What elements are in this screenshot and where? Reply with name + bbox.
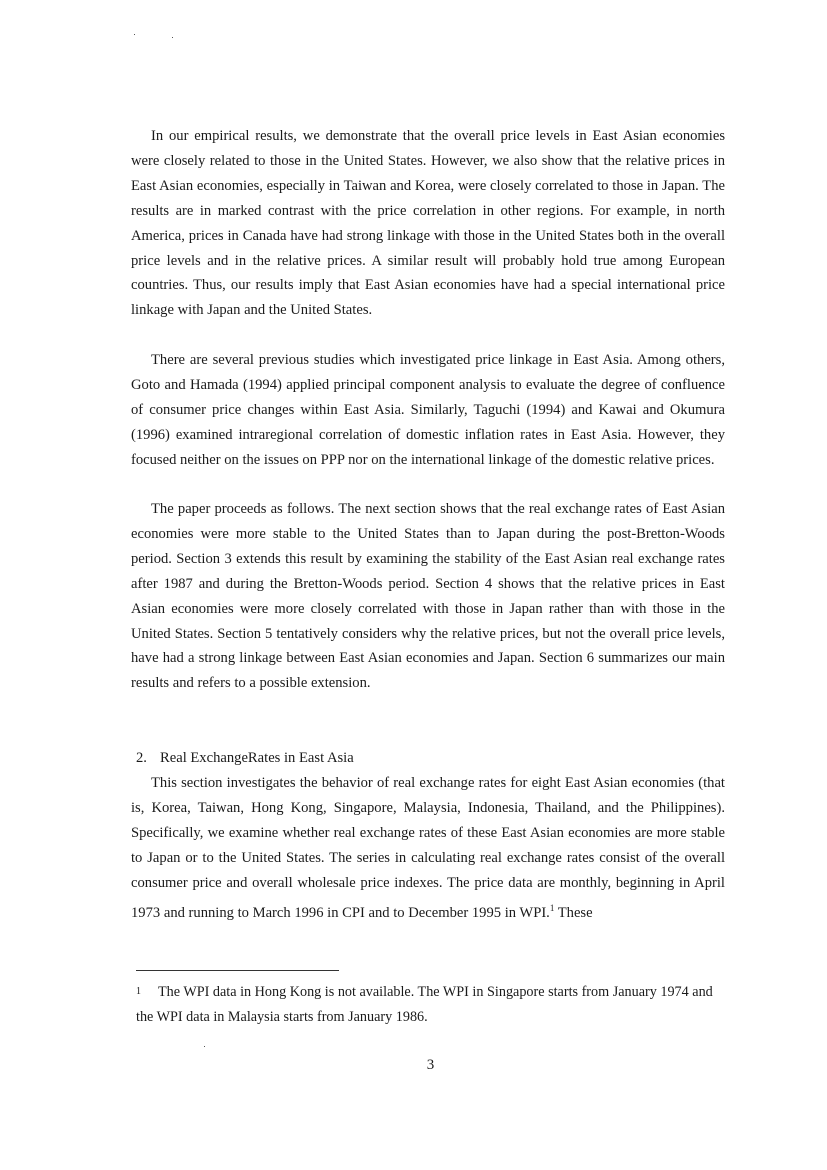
body-paragraph-section2	[131, 771, 725, 925]
footnote-mark: 1	[136, 986, 141, 997]
body-paragraph-outline: The paper proceeds as follows. The next section shows that the real exchange rates of East Asian economies were more stable to the United States than to Japan during the post-Bretton-Woods period. Section 3 extends this result by examining the stability of the East Asian real exchange rates after 1987 and during the Bretton-Woods period. Section 4 shows that the relative prices in East Asian economies were more closely correlated with those in Japan rather than with those in the United States. Section 5 tentatively considers why the relative prices, but not the overall price levels, have had a strong linkage between East Asian economies and Japan. Section 6 summarizes our main results and refers to a possible extension.	[131, 501, 725, 692]
section-title: Real ExchangeRates in East Asia	[160, 750, 354, 766]
footnote-text: The WPI data in Hong Kong is not available. The WPI in Singapore starts from January 1974 and the WPI data in Malaysia starts from January 1986.	[136, 984, 713, 1025]
footnote-divider	[136, 970, 339, 971]
footnote	[136, 980, 726, 1029]
scan-speck	[134, 34, 135, 35]
section2-text-tail: These	[554, 904, 593, 921]
footnote-reference: 1	[549, 902, 555, 913]
scan-speck	[204, 1046, 205, 1047]
body-paragraph-previous-studies: There are several previous studies which investigated price linkage in East Asia. Among others, Goto and Hamada (1994) applied principal component analysis to evaluate the degree of confluence of consumer price changes within East Asia. Similarly, Taguchi (1994) and Kawai and Okumura (1996) examined intraregional correlation of domestic inflation rates in East Asia. However, they focused neither on the issues on PPP nor on the international linkage of the domestic relative prices.	[131, 352, 725, 468]
page-number: 3	[426, 1057, 435, 1073]
scan-speck	[172, 37, 173, 38]
section-heading	[136, 746, 354, 771]
body-paragraph-intro: In our empirical results, we demonstrate that the overall price levels in East Asian economies were closely related to those in the United States. However, we also show that the relative prices in East Asian economies, especially in Taiwan and Korea, were closely correlated to those in Japan. The results are in marked contrast with the price correlation in other regions. For example, in north America, prices in Canada have had strong linkage with those in the United States both in the overall price levels and in the relative prices. A similar result will probably hold true among European countries. Thus, our results imply that East Asian economies have had a special international price linkage with Japan and the United States.	[131, 128, 725, 319]
section2-text: This section investigates the behavior of real exchange rates for eight East Asian economies (that is, Korea, Taiwan, Hong Kong, Singapore, Malaysia, Indonesia, Thailand, and the Philippines). Specifically, we examine whether real exchange rates of these East Asian economies are more stable to Japan or to the United States. The series in calculating real exchange rates consist of the overall consumer price and overall wholesale price indexes. The price data are monthly, beginning in April 1973 and running to March 1996 in CPI and to December 1995 in WPI.	[131, 775, 725, 921]
section-number: 2.	[136, 750, 147, 766]
